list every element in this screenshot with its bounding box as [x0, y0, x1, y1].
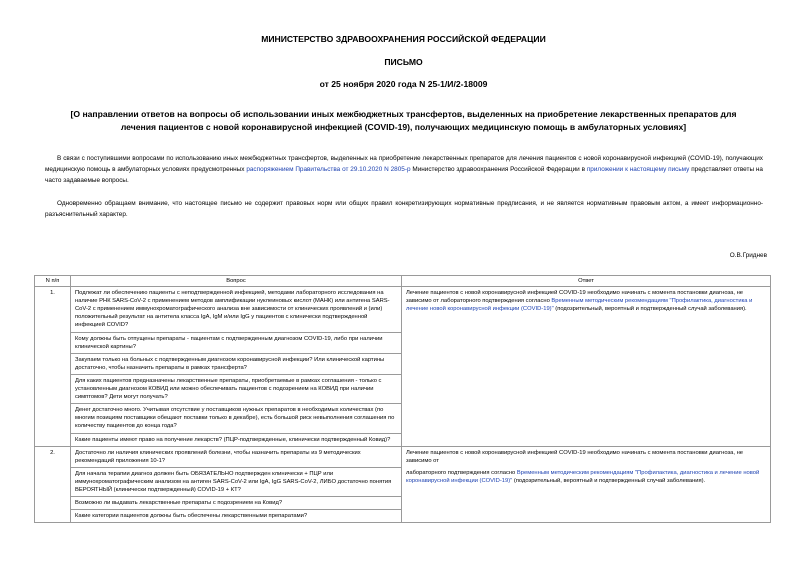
table-row	[35, 446, 771, 467]
notice-paragraph: Одновременно обращаем внимание, что настоящее письмо не содержит правовых норм или общих правил конкретизирующих нормативные предписания, и не является нормативным правовым актом, а имеет информационно-разъяснительный характер.	[45, 200, 763, 218]
question-cell: Подлежат ли обеспечению пациенты с неподтвержденной инфекцией, методами лабораторного исследования на наличие РНК SARS-CoV-2 с применением методов амплификации нуклеиновых кислот (МАНК) или антигена SARS-CoV-2 с применением иммунохроматографического анализа вне зависимости от клинических проявлений и (или) положительный результат на антитела класса IgA, IgM и/или IgG у пациентов с клинически подтвержденной инфекцией COVID?	[71, 287, 402, 332]
answer-cell	[402, 287, 771, 447]
document-date-number: от 25 ноября 2020 года N 25-1/И/2-18009	[319, 79, 488, 89]
document-type: ПИСЬМО	[384, 57, 423, 67]
column-header-answer: Ответ	[402, 276, 771, 287]
guidelines-link[interactable]: Временным методическим рекомендациям "Профилактика, диагностика и лечение новой коронавирусной инфекции (COVID-19)"	[406, 298, 753, 313]
signature: О.В.Гриднев	[729, 252, 767, 259]
intro-text-part: представляет ответы на часто задаваемые вопросы.	[45, 166, 763, 184]
question-cell: Какие категории пациентов должны быть обеспечены лекарственными препаратами?	[71, 510, 402, 523]
question-cell: Закупаем только на больных с подтвержденным диагнозом коронавирусной инфекции? Или клинической картины достаточно, чтобы назначить препараты в рамках трансферта?	[71, 353, 402, 374]
row-number: 1.	[35, 287, 71, 447]
faq-table	[34, 275, 771, 523]
question-cell: Достаточно ли наличия клинических проявлений болезни, чтобы назначить препараты из 9 методических рекомендаций приложения 10-1?	[71, 446, 402, 467]
guidelines-link[interactable]: Временным методическим рекомендациям "Профилактика, диагностика и лечение новой коронавирусной инфекции (COVID-19)"	[406, 469, 760, 484]
document-subject: [О направлении ответов на вопросы об использовании иных межбюджетных трансфертов, выделенных на приобретение лекарственных препаратов для лечения пациентов с новой коронавирусной инфекцией (COVID-19), получающих медицинскую помощь в амбулаторных условиях]	[70, 109, 737, 132]
question-cell: Денег достаточно много. Учитывая отсутствие у поставщиков нужных препаратов в необходимых количествах (по многим позициям поставщики обещают поставки только в декабре), есть большой риск невыполнения соглашения по количеству пациентов до конца года?	[71, 404, 402, 433]
column-header-question: Вопрос	[71, 276, 402, 287]
column-header-number: N п/п	[35, 276, 71, 287]
answer-cell	[402, 446, 771, 523]
question-cell: Какие пациенты имеют право на получение лекарств? (ПЦР-подтвержденные, клинически подтвержденный Ковид)?	[71, 433, 402, 446]
answer-text: лабораторного подтверждения согласно	[406, 469, 517, 476]
answer-text: Лечение пациентов с новой коронавирусной инфекцией COVID-19 необходимо начинать с момента постановки диагноза, не зависимо от	[406, 449, 744, 464]
question-cell: Для каких пациентов предназначены лекарственные препараты, приобретаемые в рамках соглашения - только с установленным диагнозом КОВИД или можно обеспечивать пациентов с подозрением на КОВИД при наличии симптомов? Дети могут получать?	[71, 374, 402, 403]
intro-text-part: Министерство здравоохранения Российской Федерации в	[410, 166, 587, 173]
question-cell: Возможно ли выдавать лекарственные препараты с подозрением на Ковид?	[71, 497, 402, 510]
appendix-link[interactable]: приложении к настоящему письму	[586, 166, 690, 173]
question-cell: Для начала терапии диагноз должен быть ОБЯЗАТЕЛЬНО подтвержден клинически + ПЦР или иммунохроматографическим анализом на антиген SARS-CoV-2 или IgA, IgG SARS-CoV-2, ЛИБО достаточно понятия ВЕРОЯТНЫЙ (клинически подтвержденный) COVID-19 + КТ?	[71, 467, 402, 496]
question-cell: Кому должны быть отпущены препараты - пациентам с подтвержденным диагнозом COVID-19, либо при наличии клинической картины?	[71, 332, 402, 353]
intro-paragraph	[45, 153, 763, 186]
government-order-link[interactable]: распоряжением Правительства от 29.10.2020 N 2805-р	[246, 166, 411, 173]
intro-text-part: В связи с поступившими вопросами по использованию иных межбюджетных трансфертов, выделенных на приобретение лекарственных препаратов для лечения пациентов с новой коронавирусной инфекцией (COVID-19), получающих медицинскую помощь в амбулаторных условиях предусмотренных	[45, 155, 763, 173]
table-header-row	[35, 276, 771, 287]
ministry-title: МИНИСТЕРСТВО ЗДРАВООХРАНЕНИЯ РОССИЙСКОЙ ФЕДЕРАЦИИ	[261, 34, 546, 44]
table-row	[35, 287, 771, 332]
answer-text: (подозрительный, вероятный и подтвержденный случай заболевания).	[512, 477, 706, 484]
answer-text: Лечение пациентов с новой коронавирусной инфекцией COVID-19 необходимо начинать с момента постановки диагноза, не зависимо от лабораторного подтверждения согласно	[406, 290, 744, 305]
row-number: 2.	[35, 446, 71, 523]
answer-text: (подозрительный, вероятный и подтвержденный случай заболевания).	[553, 306, 747, 313]
